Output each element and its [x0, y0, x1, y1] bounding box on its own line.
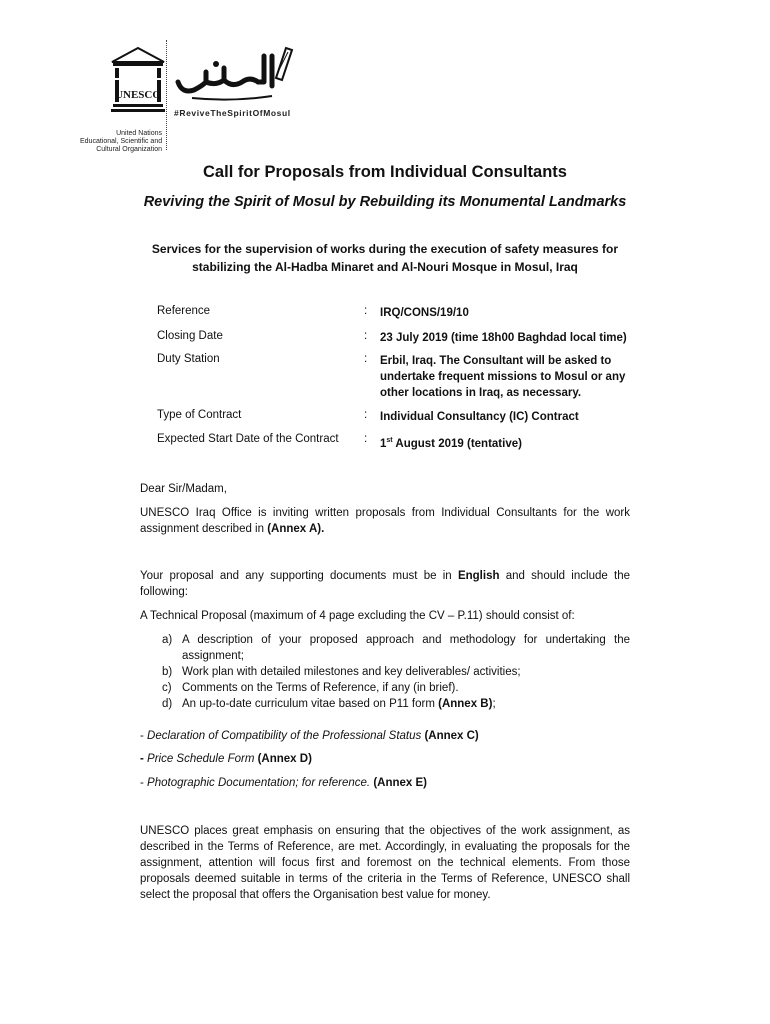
detail-label: Duty Station: [157, 353, 220, 365]
document-title: Call for Proposals from Individual Consultants: [203, 163, 567, 181]
un-organization-text: United Nations Educational, Scientific and Cultural Organization: [80, 130, 163, 153]
technical-items-list: [162, 632, 630, 712]
list-item: b) Work plan with detailed milestones and key deliverables/ activities;: [162, 666, 521, 678]
detail-label: Reference: [157, 305, 211, 317]
detail-colon: :: [364, 305, 368, 317]
list-item: a) A description of your proposed approach and methodology for undertaking the assignment;: [162, 634, 630, 662]
logo-divider: [166, 40, 169, 150]
intro-paragraph: UNESCO Iraq Office is inviting written proposals from Individual Consultants for the work assignment described in (Annex A).: [140, 507, 630, 535]
detail-value: IRQ/CONS/19/10: [380, 307, 469, 319]
unesco-temple-logo: [110, 46, 166, 128]
services-heading: Services for the supervision of works during the execution of safety measures for stabilizing the Al-Hadba Minaret and Al-Nouri Mosque in Mosul, Iraq: [151, 242, 619, 274]
detail-value: 23 July 2019 (time 18h00 Baghdad local time): [380, 332, 627, 344]
detail-label: Expected Start Date of the Contract: [157, 433, 339, 445]
revive-mosul-calligraphy-logo: [172, 42, 302, 104]
unesco-wordmark: UNESCO: [115, 89, 161, 101]
detail-value: 1st August 2019 (tentative): [380, 437, 522, 450]
detail-value: Individual Consultancy (IC) Contract: [380, 411, 579, 423]
detail-colon: :: [364, 330, 368, 342]
technical-proposal-intro: A Technical Proposal (maximum of 4 page excluding the CV – P.11) should consist of:: [140, 610, 575, 622]
greeting: Dear Sir/Madam,: [140, 483, 227, 495]
detail-value: Erbil, Iraq. The Consultant will be asked to undertake frequent missions to Mosul or any other locations in Iraq, as necessary.: [380, 355, 626, 399]
list-item: c) Comments on the Terms of Reference, if any (in brief).: [162, 682, 459, 694]
revive-hashtag: #ReviveTheSpiritOfMosul: [174, 108, 291, 118]
detail-colon: :: [364, 409, 368, 421]
header-logos: [80, 40, 310, 153]
detail-label: Type of Contract: [157, 409, 242, 421]
detail-label: Closing Date: [157, 330, 223, 342]
annex-line: - Declaration of Compatibility of the Professional Status (Annex C): [140, 730, 479, 742]
annex-line: - Price Schedule Form (Annex D): [140, 753, 312, 765]
proposal-paragraph: Your proposal and any supporting documents must be in English and should include the following:: [140, 570, 630, 598]
detail-colon: :: [364, 433, 368, 445]
list-item: d) An up-to-date curriculum vitae based on P11 form (Annex B);: [162, 698, 496, 710]
document-subtitle: Reviving the Spirit of Mosul by Rebuilding its Monumental Landmarks: [143, 194, 627, 210]
detail-colon: :: [364, 353, 368, 365]
annex-line: - Photographic Documentation; for reference. (Annex E): [140, 777, 428, 789]
closing-paragraph: UNESCO places great emphasis on ensuring that the objectives of the work assignment, as described in the Terms of Reference, are met. Accordingly, in evaluating the proposals for the assignment, attention will focus first and foremost on the technical elements. From those proposals deemed suitable in terms of the criteria in the Terms of Reference, UNESCO shall select the proposal that offers the Organisation best value for money.: [140, 825, 630, 901]
